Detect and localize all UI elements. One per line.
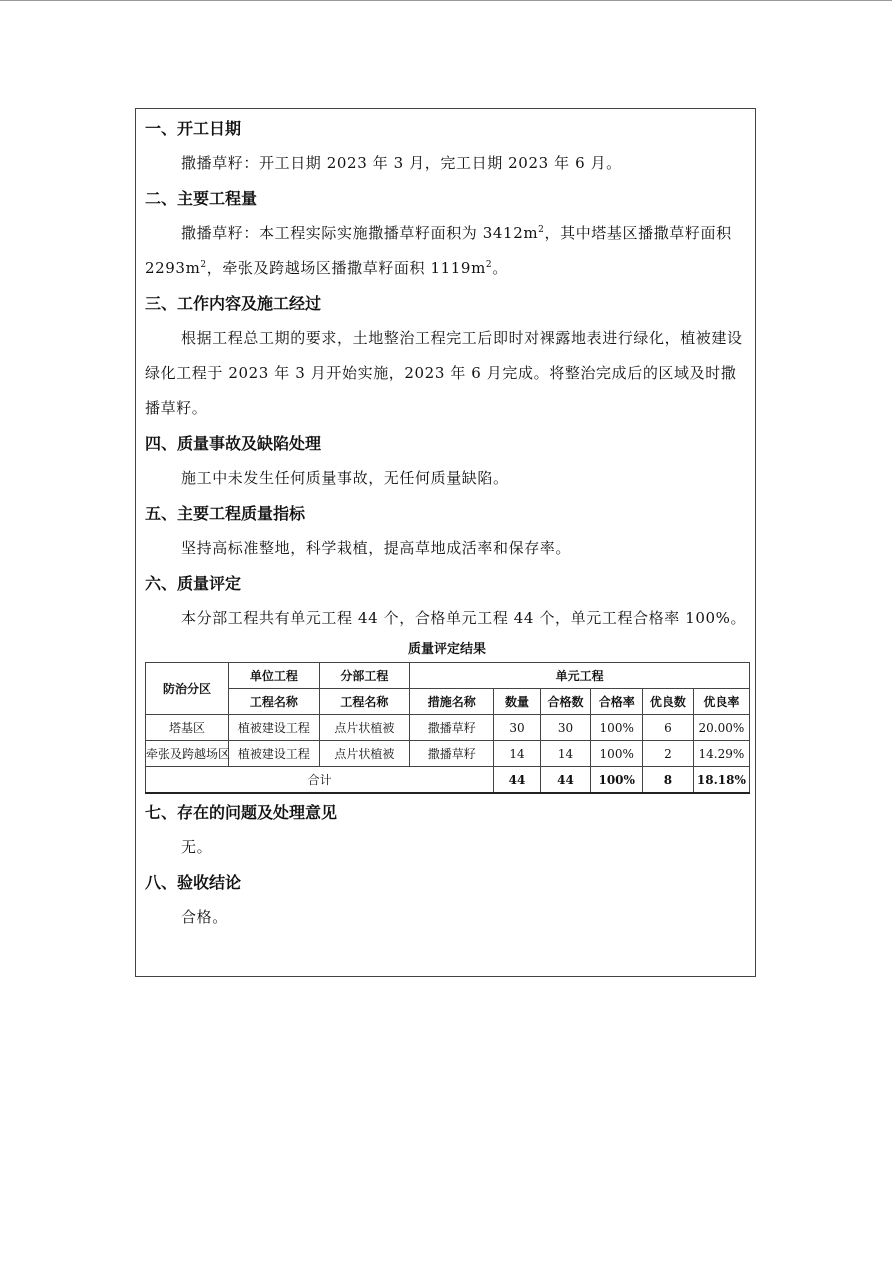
cell-zone: 塔基区 — [146, 715, 229, 741]
total-qualified: 44 — [540, 767, 591, 794]
para-issues: 无。 — [181, 838, 213, 856]
cell-sub-name: 点片状植被 — [319, 741, 410, 767]
quantity-text-c: ，牵张及跨越场区播撒草籽面积 1119m — [206, 259, 486, 277]
unit-superscript: 2 — [200, 260, 207, 270]
page-top-border — [0, 0, 892, 1]
cell-excellent-rate: 20.00% — [693, 715, 749, 741]
header-unit-name: 工程名称 — [229, 689, 320, 715]
cell-unit-name: 植被建设工程 — [229, 715, 320, 741]
heading-quality-assessment: 六、质量评定 — [145, 574, 242, 593]
total-excellent: 8 — [643, 767, 694, 794]
quantity-text-d: 。 — [492, 259, 508, 277]
cell-qualified: 30 — [540, 715, 591, 741]
cell-excellent: 6 — [643, 715, 694, 741]
cell-count: 14 — [494, 741, 540, 767]
total-label: 合计 — [146, 767, 494, 794]
cell-sub-name: 点片状植被 — [319, 715, 410, 741]
cell-measure: 撒播草籽 — [410, 741, 494, 767]
header-excellent-rate: 优良率 — [693, 689, 749, 715]
header-pass-rate: 合格率 — [591, 689, 643, 715]
header-element-project: 单元工程 — [410, 663, 750, 689]
para-quality-accidents: 施工中未发生任何质量事故，无任何质量缺陷。 — [181, 469, 509, 487]
heading-quality-accidents: 四、质量事故及缺陷处理 — [145, 434, 322, 453]
para-conclusion: 合格。 — [181, 908, 228, 926]
heading-work-content: 三、工作内容及施工经过 — [145, 294, 322, 313]
header-measure: 措施名称 — [410, 689, 494, 715]
cell-pass-rate: 100% — [591, 741, 643, 767]
header-zone: 防治分区 — [146, 663, 229, 715]
cell-unit-name: 植被建设工程 — [229, 741, 320, 767]
header-unit-project: 单位工程 — [229, 663, 320, 689]
header-count: 数量 — [494, 689, 540, 715]
quantity-text-a: 撒播草籽：本工程实际实施撒播草籽面积为 3412m — [181, 224, 539, 242]
para-main-quantities — [145, 216, 749, 286]
table-row — [146, 715, 750, 741]
unit-superscript: 2 — [485, 260, 493, 270]
heading-issues: 七、存在的问题及处理意见 — [145, 803, 338, 822]
header-sub-name: 工程名称 — [319, 689, 410, 715]
para-quality-assessment: 本分部工程共有单元工程 44 个，合格单元工程 44 个，单元工程合格率 100%。 — [181, 609, 747, 627]
quantity-text-b: ，其中塔基区播撒草籽面积 2293m — [145, 224, 732, 277]
para-quality-indicators: 坚持高标准整地，科学栽植，提高草地成活率和保存率。 — [181, 539, 572, 557]
report-frame — [135, 108, 756, 977]
total-excellent-rate: 18.18% — [693, 767, 749, 794]
cell-qualified: 14 — [540, 741, 591, 767]
heading-quality-indicators: 五、主要工程质量指标 — [145, 504, 306, 523]
heading-main-quantities: 二、主要工程量 — [145, 189, 258, 208]
table-header-row — [146, 663, 750, 689]
cell-excellent-rate: 14.29% — [693, 741, 749, 767]
cell-zone: 牵张及跨越场区 — [146, 741, 229, 767]
table-total-row — [146, 767, 750, 794]
report-content — [145, 109, 749, 935]
header-sub-project: 分部工程 — [319, 663, 410, 689]
table-row — [146, 741, 750, 767]
unit-superscript: 2 — [538, 225, 545, 235]
quality-results-table — [145, 662, 750, 794]
table-subheader-row — [146, 689, 750, 715]
cell-excellent: 2 — [643, 741, 694, 767]
para-work-content: 根据工程总工期的要求，土地整治工程完工后即时对裸露地表进行绿化，植被建设绿化工程于 2023 年 3 月开始实施，2023 年 6 月完成。将整治完成后的区域及时撒播草籽。 — [145, 329, 743, 417]
heading-start-date: 一、开工日期 — [145, 119, 242, 138]
header-qualified: 合格数 — [540, 689, 591, 715]
para-start-date: 撒播草籽：开工日期 2023 年 3 月，完工日期 2023 年 6 月。 — [181, 154, 622, 172]
cell-count: 30 — [494, 715, 540, 741]
heading-conclusion: 八、验收结论 — [145, 873, 242, 892]
total-pass-rate: 100% — [591, 767, 643, 794]
cell-measure: 撒播草籽 — [410, 715, 494, 741]
table-caption: 质量评定结果 — [407, 642, 486, 657]
header-excellent: 优良数 — [643, 689, 694, 715]
total-count: 44 — [494, 767, 540, 794]
cell-pass-rate: 100% — [591, 715, 643, 741]
